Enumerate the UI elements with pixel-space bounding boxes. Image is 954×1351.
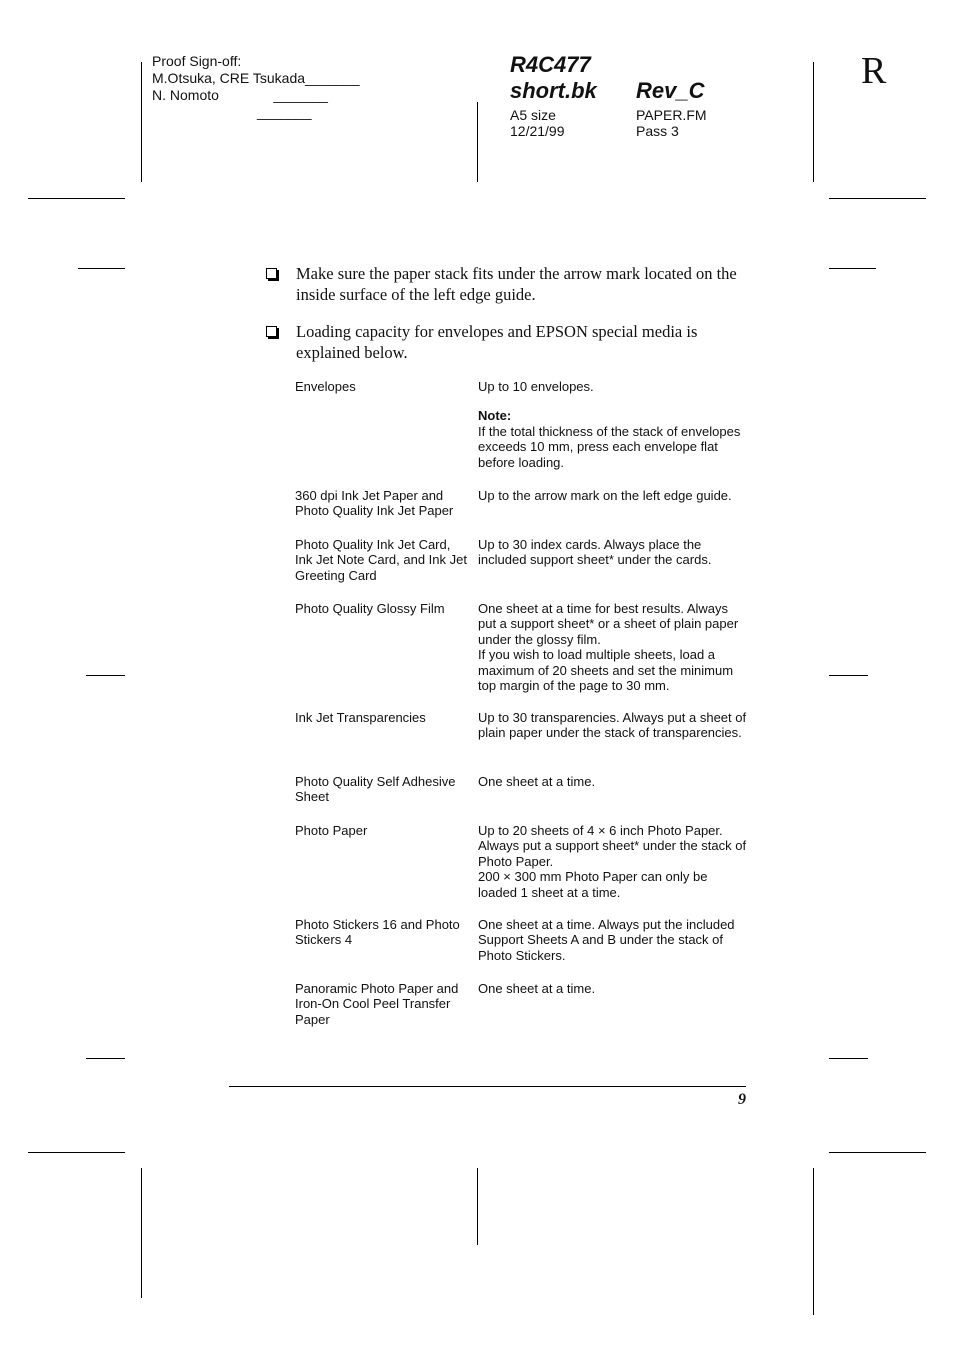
book-name: short.bk xyxy=(510,78,597,103)
page-number: 9 xyxy=(738,1091,746,1108)
bullet-text: Loading capacity for envelopes and EPSON special media is explained below. xyxy=(296,322,698,362)
note-text: If the total thickness of the stack of envelopes exceeds 10 mm, press each envelope flat before loading. xyxy=(478,423,741,470)
crop-mark xyxy=(829,268,876,269)
media-type: Photo Quality Glossy Film xyxy=(295,601,445,616)
capacity xyxy=(478,379,748,470)
proof-signoff xyxy=(152,53,360,121)
media-type: Panoramic Photo Paper and Iron-On Cool Peel Transfer Paper xyxy=(295,981,459,1027)
capacity-text: One sheet at a time. xyxy=(478,981,596,996)
capacity-text: If you wish to load multiple sheets, load a maximum of 20 sheets and set the minimum top margin of the page to 30 mm. xyxy=(478,647,734,694)
media-type: Photo Quality Self Adhesive Sheet xyxy=(295,774,456,805)
signoff-line: _______ xyxy=(152,104,312,120)
crop-mark xyxy=(829,675,868,676)
media-type: Photo Paper xyxy=(295,823,368,838)
crop-mark xyxy=(813,1168,814,1315)
page-size: A5 size xyxy=(510,107,556,123)
crop-mark xyxy=(141,1168,142,1298)
crop-mark xyxy=(477,102,478,182)
capacity xyxy=(478,601,748,693)
capacity-text: Up to 10 envelopes. xyxy=(478,379,594,394)
media-type: Ink Jet Transparencies xyxy=(295,710,426,725)
file-name: PAPER.FM xyxy=(636,107,707,123)
capacity xyxy=(478,917,748,963)
bullet-item xyxy=(266,263,746,305)
capacity-text: Up to 20 sheets of 4 × 6 inch Photo Paper. Always put a support sheet* under the stack of Photo Paper. xyxy=(478,823,747,869)
capacity xyxy=(478,537,748,568)
footer-rule xyxy=(229,1086,746,1087)
capacity-text: 200 × 300 mm Photo Paper can only be loaded 1 sheet at a time. xyxy=(478,869,708,900)
capacity-text: One sheet at a time. Always put the included Support Sheets A and B under the stack of Photo Stickers. xyxy=(478,917,735,963)
crop-mark xyxy=(78,268,125,269)
crop-mark xyxy=(829,1058,868,1059)
signoff-line: N. Nomoto _______ xyxy=(152,87,328,103)
crop-mark xyxy=(28,198,125,199)
capacity-text: Up to the arrow mark on the left edge guide. xyxy=(478,488,732,503)
signoff-line: Proof Sign-off: xyxy=(152,53,242,69)
date: 12/21/99 xyxy=(510,123,565,139)
capacity xyxy=(478,981,748,996)
crop-mark xyxy=(813,62,814,182)
revision: Rev_C xyxy=(636,78,705,103)
checkbox-bullet-icon xyxy=(266,268,277,279)
pass: Pass 3 xyxy=(636,123,679,139)
signoff-line: M.Otsuka, CRE Tsukada_______ xyxy=(152,70,360,86)
crop-mark xyxy=(141,62,142,182)
note-heading: Note: xyxy=(478,408,512,424)
capacity-text: One sheet at a time. xyxy=(478,774,596,789)
bullet-text: Make sure the paper stack fits under the arrow mark located on the inside surface of the left edge guide. xyxy=(296,264,737,304)
capacity xyxy=(478,774,748,789)
book-code: R4C477 xyxy=(510,52,591,77)
crop-mark xyxy=(86,675,125,676)
capacity xyxy=(478,823,748,900)
crop-mark xyxy=(86,1058,125,1059)
crop-mark xyxy=(28,1152,125,1153)
capacity-text: Up to 30 transparencies. Always put a sheet of plain paper under the stack of transparencies. xyxy=(478,710,747,741)
capacity xyxy=(478,488,748,503)
crop-mark xyxy=(477,1168,478,1245)
media-type: Envelopes xyxy=(295,379,356,394)
capacity xyxy=(478,710,748,741)
bullet-item xyxy=(266,321,746,363)
corner-letter: R xyxy=(861,50,887,92)
crop-mark xyxy=(829,198,926,199)
capacity-text: Up to 30 index cards. Always place the included support sheet* under the cards. xyxy=(478,537,712,568)
capacity-text: One sheet at a time for best results. Always put a support sheet* or a sheet of plain paper under the glossy film. xyxy=(478,601,739,647)
media-type: Photo Quality Ink Jet Card, Ink Jet Note Card, and Ink Jet Greeting Card xyxy=(295,537,467,583)
media-type: Photo Stickers 16 and Photo Stickers 4 xyxy=(295,917,460,948)
checkbox-bullet-icon xyxy=(266,326,277,337)
crop-mark xyxy=(829,1152,926,1153)
media-type: 360 dpi Ink Jet Paper and Photo Quality Ink Jet Paper xyxy=(295,488,454,519)
